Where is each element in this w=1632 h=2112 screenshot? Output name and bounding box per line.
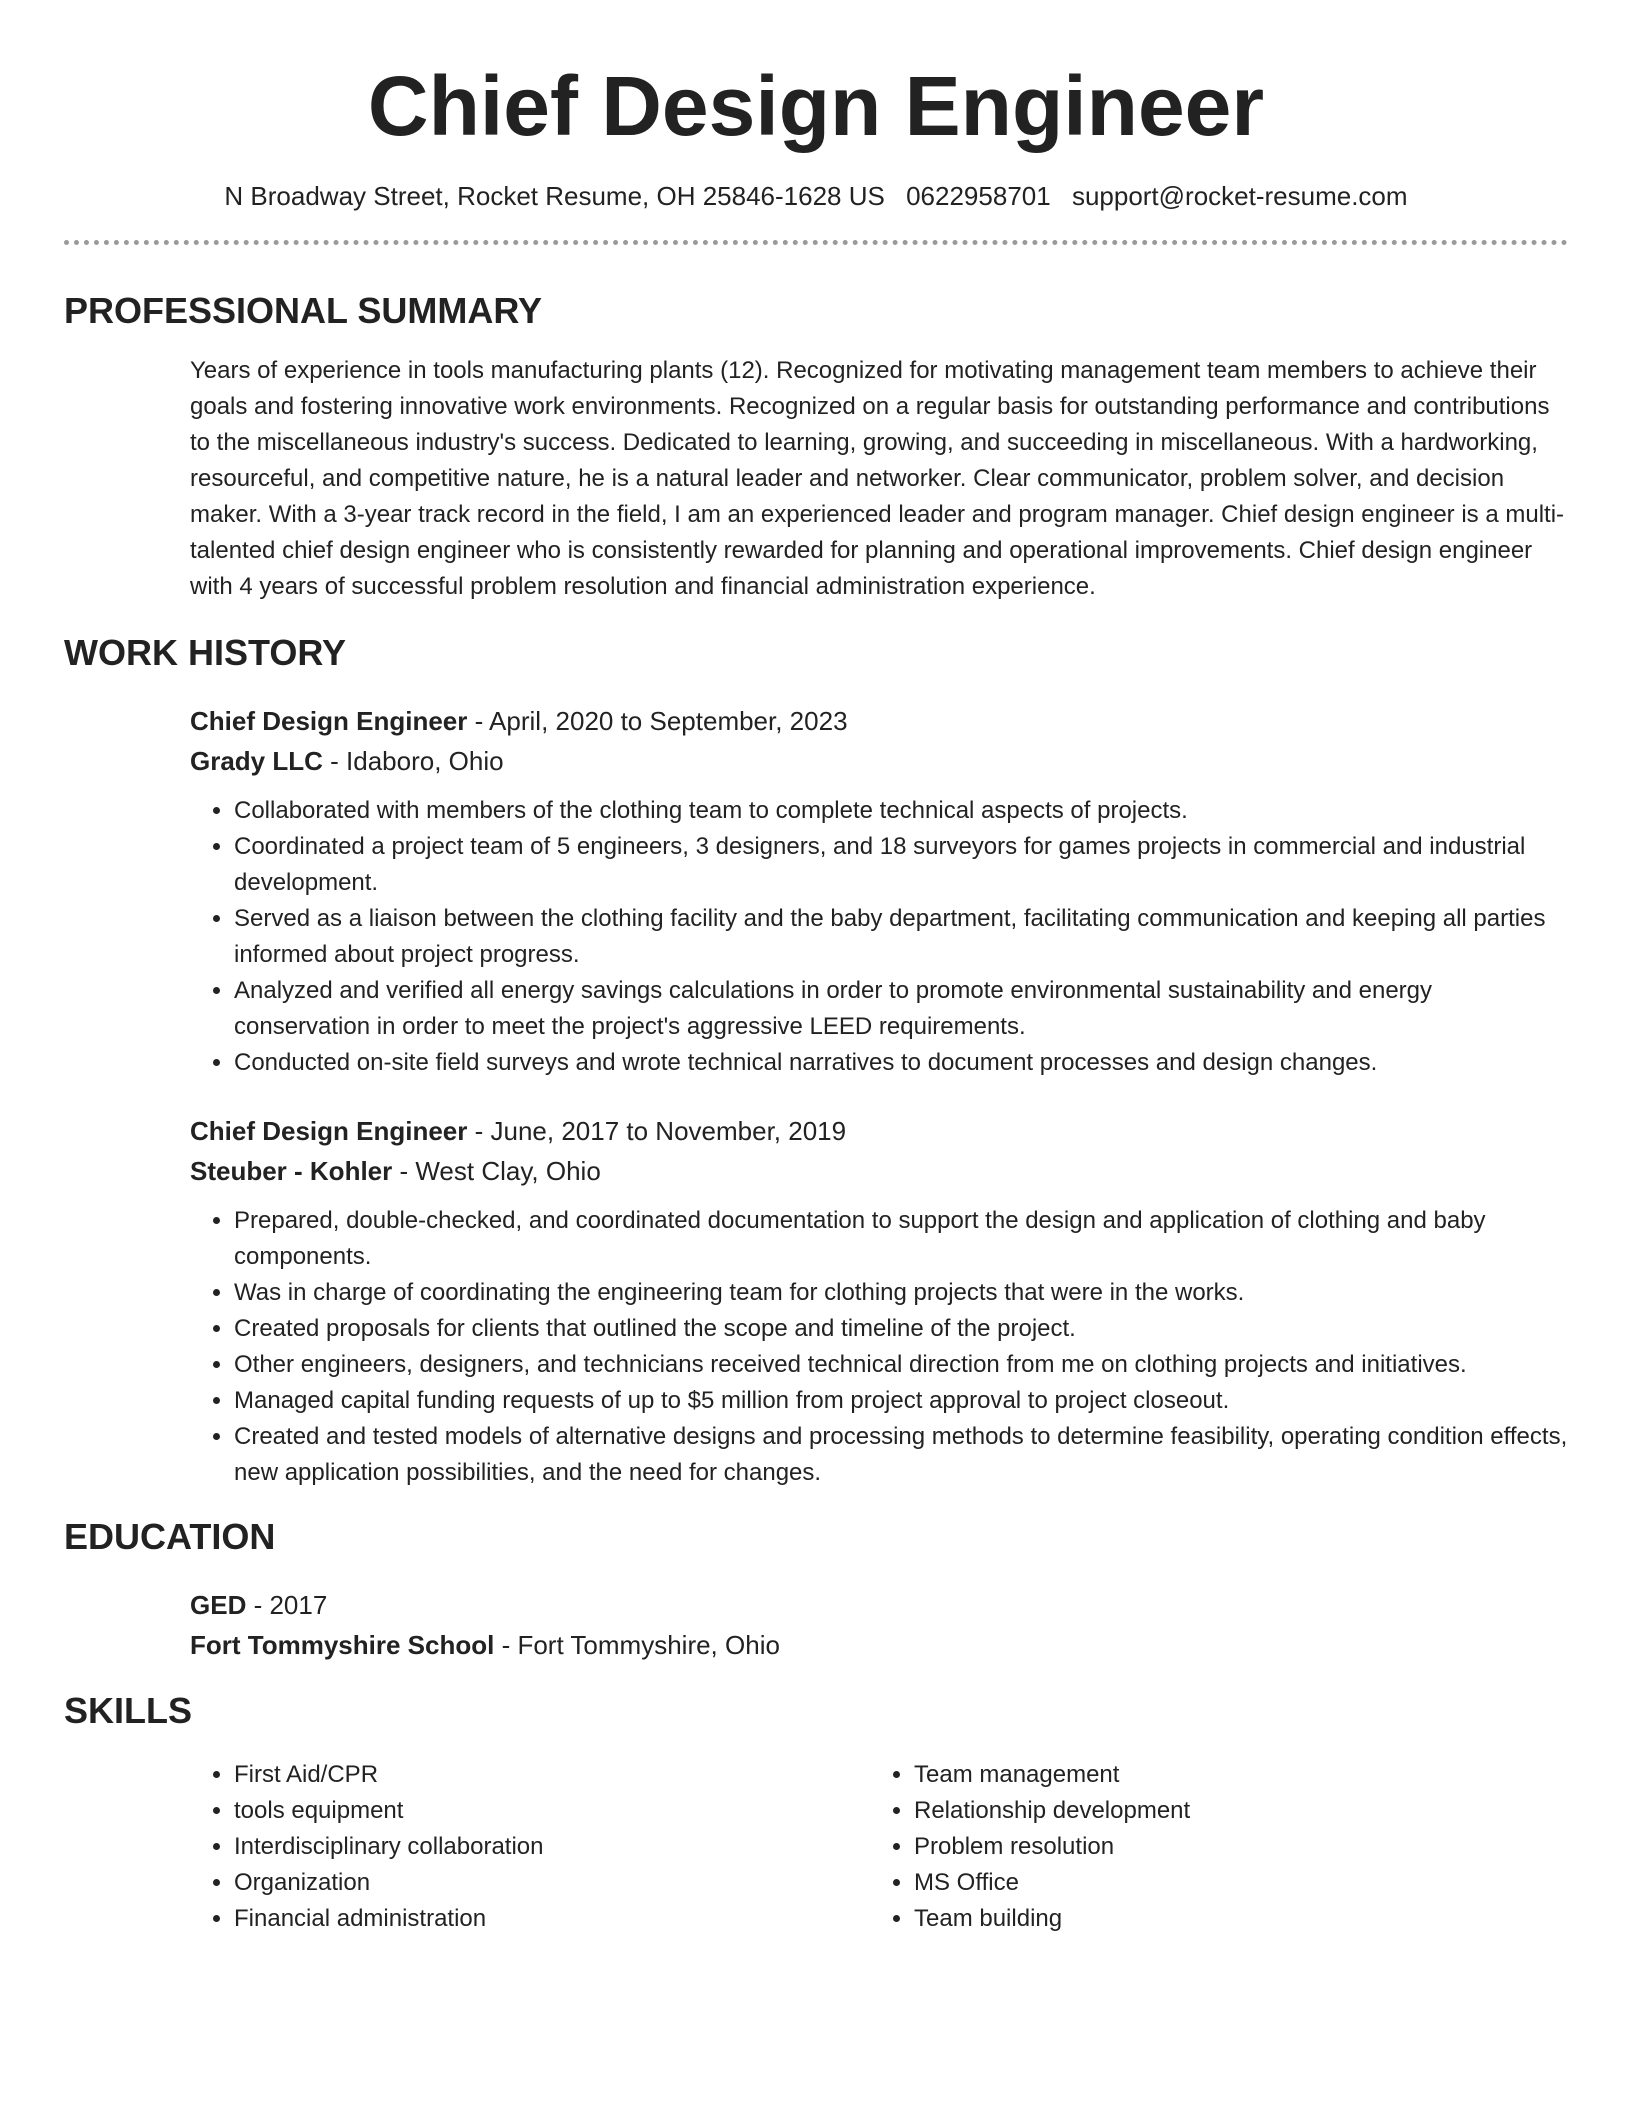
skills-grid: [190, 1757, 1568, 1937]
job-entry: [190, 1111, 1568, 1491]
job-bullet: • Analyzed and verified all energy savings calculations in order to promote environmental sustainability and energy conservation in order to meet the project's aggressive LEED requirements.: [234, 973, 1568, 1045]
education-entry: [190, 1585, 1568, 1665]
job-position-line: [190, 701, 1568, 741]
job-dates: - June, 2017 to November, 2019: [467, 1116, 847, 1146]
education-location: - Fort Tommyshire, Ohio: [494, 1630, 780, 1660]
education-school: Fort Tommyshire School: [190, 1630, 495, 1660]
skill-item: • Financial administration: [234, 1901, 870, 1937]
contact-line: [64, 178, 1568, 214]
job-bullet: • Managed capital funding requests of up to $5 million from project approval to project closeout.: [234, 1383, 1568, 1419]
contact-address: N Broadway Street, Rocket Resume, OH 25846-1628 US: [224, 181, 885, 211]
job-entry: [190, 701, 1568, 1081]
education-school-line: [190, 1625, 1568, 1665]
section-title-summary: PROFESSIONAL SUMMARY: [64, 290, 543, 331]
skills-list-right: [870, 1757, 1550, 1937]
skills-list-left: [190, 1757, 870, 1937]
skill-item: • Team building: [914, 1901, 1550, 1937]
job-bullet: • Other engineers, designers, and technicians received technical direction from me on clothing projects and initiatives.: [234, 1347, 1568, 1383]
job-position-line: [190, 1111, 1568, 1151]
education-year: - 2017: [246, 1590, 328, 1620]
job-company: Grady LLC: [190, 746, 323, 776]
skills-column-right: [870, 1757, 1550, 1937]
job-bullet: • Coordinated a project team of 5 engineers, 3 designers, and 18 surveyors for games projects in commercial and industrial development.: [234, 829, 1568, 901]
job-location: - West Clay, Ohio: [392, 1156, 601, 1186]
education-degree-line: [190, 1585, 1568, 1625]
section-title-skills: SKILLS: [64, 1690, 193, 1731]
resume-title: Chief Design Engineer: [367, 59, 1265, 153]
skill-item: • First Aid/CPR: [234, 1757, 870, 1793]
summary-text: Years of experience in tools manufacturing plants (12). Recognized for motivating management team members to achieve their goals and fostering innovative work environments. Recognized on a regular basis for outstanding performance and contributions to the miscellaneous industry's success. Dedicated to learning, growing, and succeeding in miscellaneous. With a hardworking, resourceful, and competitive nature, he is a natural leader and networker. Clear communicator, problem solver, and decision maker. With a 3-year track record in the field, I am an experienced leader and program manager. Chief design engineer is a multi-talented chief design engineer who is consistently rewarded for planning and operational improvements. Chief design engineer with 4 years of successful problem resolution and financial administration experience.: [190, 357, 1565, 600]
contact-phone: 0622958701: [906, 181, 1051, 211]
skill-item: • MS Office: [914, 1865, 1550, 1901]
skill-item: • Interdisciplinary collaboration: [234, 1829, 870, 1865]
header-divider: [64, 240, 1568, 245]
skill-item: • Relationship development: [914, 1793, 1550, 1829]
education-degree: GED: [190, 1590, 247, 1620]
job-bullet: • Served as a liaison between the clothing facility and the baby department, facilitating communication and keeping all parties informed about project progress.: [234, 901, 1568, 973]
job-location: - Idaboro, Ohio: [322, 746, 504, 776]
job-company-line: [190, 1151, 1568, 1191]
skills-column-left: [190, 1757, 870, 1937]
job-bullet: • Conducted on-site field surveys and wrote technical narratives to document processes and design changes.: [234, 1045, 1568, 1081]
skill-item: • Team management: [914, 1757, 1550, 1793]
job-company: Steuber - Kohler: [190, 1156, 393, 1186]
section-title-education: EDUCATION: [64, 1516, 276, 1557]
job-position: Chief Design Engineer: [190, 1116, 468, 1146]
job-bullet: • Collaborated with members of the clothing team to complete technical aspects of projects.: [234, 793, 1568, 829]
skill-item: • Problem resolution: [914, 1829, 1550, 1865]
resume-page: [64, 0, 1568, 1937]
job-bullet: • Prepared, double-checked, and coordinated documentation to support the design and application of clothing and baby components.: [234, 1203, 1568, 1275]
job-bullet: • Created and tested models of alternative designs and processing methods to determine feasibility, operating condition effects, new application possibilities, and the need for changes.: [234, 1419, 1568, 1491]
skill-item: • Organization: [234, 1865, 870, 1901]
skill-item: • tools equipment: [234, 1793, 870, 1829]
job-company-line: [190, 741, 1568, 781]
job-bullets: [190, 1203, 1568, 1491]
job-position: Chief Design Engineer: [190, 706, 468, 736]
job-bullets: [190, 793, 1568, 1081]
contact-email: support@rocket-resume.com: [1071, 181, 1408, 211]
job-bullet: • Created proposals for clients that outlined the scope and timeline of the project.: [234, 1311, 1568, 1347]
section-title-work-history: WORK HISTORY: [64, 632, 347, 673]
job-dates: - April, 2020 to September, 2023: [467, 706, 848, 736]
job-bullet: • Was in charge of coordinating the engineering team for clothing projects that were in the works.: [234, 1275, 1568, 1311]
